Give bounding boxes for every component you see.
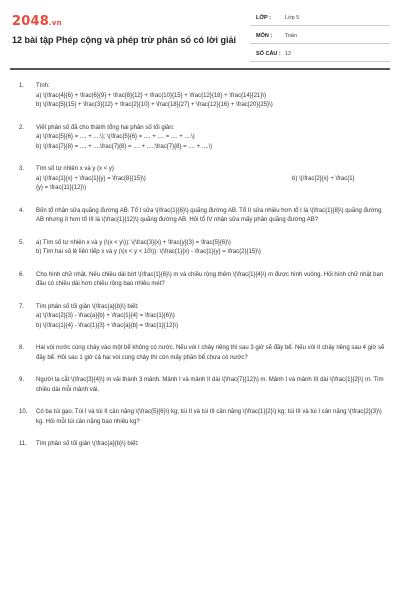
question-body <box>36 408 388 427</box>
info-value: 12 <box>285 51 292 57</box>
question-line: a) \(\frac{5}{6} = .... + ....\); \(\frac{5}{6} = .... + .... = .... + ....\) <box>36 134 195 140</box>
question-line: Hai vòi nước cùng chảy vào một bể không có nước. Nếu vòi I chảy riêng thì sau 3 giờ sẽ đầy bể. Nếu vòi II chảy riêng sau 4 giờ sẽ đầy bể. Hỏi sau 1 giờ cả hai vòi cùng chảy thì còn mấy phần bể chưa có nước? <box>36 345 385 361</box>
question-line: a) Tìm số tự nhiên x và y (\(x < y\)): \(\frac{3}{x} + \frac{y}{3} = \frac{5}{6}\) <box>36 239 231 246</box>
question-item <box>19 303 388 332</box>
question-line: a) \(\frac{2}{3} - \frac{a}{b} + \frac{1}{4} = \frac{1}{6}\) <box>36 313 175 319</box>
question-body <box>36 165 388 194</box>
info-row-subject <box>250 30 390 44</box>
question-part-b: b) \(\frac{2}{x} + \frac{1} <box>292 175 355 182</box>
question-item <box>19 82 388 111</box>
question-body <box>36 376 388 395</box>
question-line: Tìm phân số tối giản \(\frac{a}{b}\) biết: <box>36 441 139 447</box>
question-line: {y} = \frac{11}{12}\) <box>36 185 87 191</box>
question-number: 5. <box>19 239 25 246</box>
question-item <box>19 271 388 290</box>
question-item <box>19 440 388 450</box>
info-value: Toán <box>285 33 297 39</box>
question-body <box>36 239 388 258</box>
site-logo[interactable] <box>12 14 62 29</box>
document-title: 12 bài tập Phép cộng và phép trừ phân số có lời giải <box>12 35 236 45</box>
question-line: a) \(\frac{4}{6} + \frac{6}{9} + \frac{8}{12} + \frac{10}{15} + \frac{12}{18} + \frac{14}{21}\) <box>36 92 267 99</box>
info-label: SỐ CÂU : <box>256 51 281 57</box>
question-body <box>36 124 388 153</box>
question-number: 10. <box>19 409 28 415</box>
question-two-column-line <box>36 175 388 185</box>
question-line: Tìm số tự nhiên x và y (x < y) <box>36 166 114 172</box>
info-row-count <box>250 48 390 62</box>
question-line: Người ta cắt \(\frac{3}{4}\) m vải thành 3 mảnh. Mảnh I và mảnh II dài \(\frac{7}{12}\) m. Mảnh I và mảnh III dài \(\frac{1}{2}\) m. Tìm chiều dài mỗi mảnh vải. <box>36 377 384 393</box>
question-line: Tính: <box>36 83 50 89</box>
question-body <box>36 344 388 363</box>
question-number: 11. <box>19 441 27 447</box>
info-label: LỚP : <box>256 15 271 21</box>
question-number: 6. <box>19 271 25 278</box>
question-item <box>19 124 388 153</box>
question-line: b) Tìm hai số lẻ liên tiếp x và y (\(x < y < 10\)): \(\frac{1}{x} - \frac{1}{y} = \frac{2}{15}\) <box>36 249 261 255</box>
question-line: Viết phân số đã cho thành tổng hai phân số tối giản: <box>36 124 175 131</box>
question-line: Có ba túi gạo. Túi I và túi II cân nặng \(\frac{5}{6}\) kg; túi II và túi III cân nặng \(\frac{1}{2}\) kg; túi III và túi I cân nặng \(\frac{2}{3}\) kg. Hỏi mỗi túi cân nặng bao nhiêu kg? <box>36 409 382 425</box>
question-line: b) \(\frac{5}{15} + \frac{3}{12} + \frac{2}{10} + \frac{18}{27} + \frac{12}{16} + \frac{20}{25}\) <box>36 102 273 108</box>
question-number: 7. <box>19 303 25 310</box>
question-number: 9. <box>19 377 25 383</box>
question-body <box>36 82 388 111</box>
question-list <box>0 82 400 463</box>
info-value: Lớp 5 <box>285 15 300 21</box>
question-number: 1. <box>19 83 25 89</box>
question-body <box>36 271 388 290</box>
question-number: 3. <box>19 166 25 172</box>
question-number: 8. <box>19 345 25 351</box>
question-item <box>19 239 388 258</box>
logo-tld: .vn <box>48 19 62 27</box>
question-body <box>36 440 388 450</box>
question-item <box>19 207 388 226</box>
info-label: MÔN : <box>256 33 273 39</box>
question-line: b) \(\frac{1}{4} - \frac{1}{3} + \frac{a}{b} = \frac{1}{12}\) <box>36 322 179 329</box>
question-part-a: a) \(\frac{1}{x} + \frac{1}{y} = \frac{8}{15}\) <box>36 175 146 182</box>
info-table <box>250 12 390 62</box>
question-body <box>36 207 388 226</box>
info-row-class <box>250 12 390 26</box>
question-number: 2. <box>19 124 25 131</box>
question-item <box>19 165 388 194</box>
question-number: 4. <box>19 207 25 214</box>
page-header <box>0 0 400 64</box>
question-line: Bốn tổ nhận sửa quãng đường AB. Tổ I sửa \(\frac{1}{6}\) quãng đường AB. Tổ II sửa nhiều hơn tổ I là \(\frac{1}{8}\) quãng đường AB nhưng ít hơn tổ III là \(\frac{1}{12}\) quãng đường AB. Hỏi tổ IV nhận sửa mấy phần quãng đường AB? <box>36 207 382 223</box>
question-line: Cho hình chữ nhật. Nếu chiều dài bớt \(\frac{1}{6}\) m và chiều rộng thêm \(\frac{1}{4}\) m được hình vuông. Hỏi hình chữ nhật ban đầu có chiều dài hơn chiều rộng bao nhiêu mét? <box>36 271 384 287</box>
question-line: b) \(\frac{7}{8} = .... + ....\frac{7}{8} = .... + ....;\frac{7}{8} = .... + ....\) <box>36 143 213 150</box>
logo-main: 2048 <box>12 14 49 29</box>
question-body <box>36 303 388 332</box>
header-divider <box>10 68 390 70</box>
question-line: Tìm phân số tối giản \(\frac{a}{b}\) biết: <box>36 303 139 310</box>
question-item <box>19 344 388 363</box>
question-item <box>19 408 388 427</box>
question-item <box>19 376 388 395</box>
